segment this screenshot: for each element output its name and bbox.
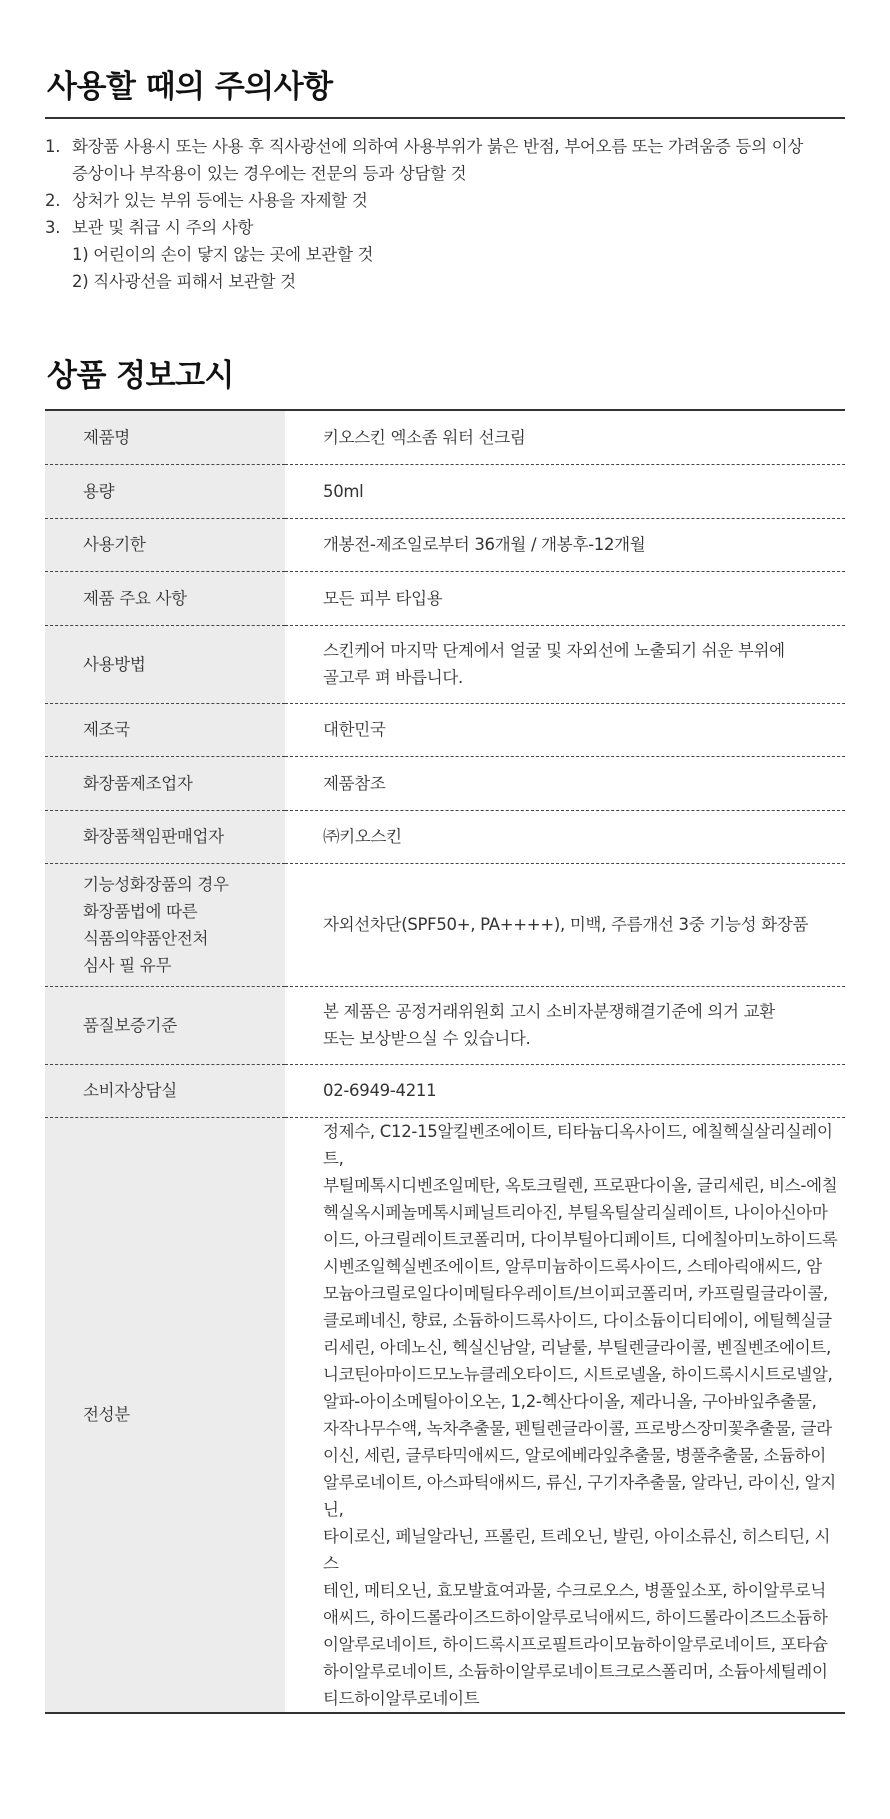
info-row xyxy=(45,411,845,464)
info-row-value-line: 애씨드, 하이드롤라이즈드하이알루로닉애씨드, 하이드롤라이즈드소듐하 xyxy=(323,1607,828,1627)
info-row xyxy=(45,1064,845,1117)
info-row-label xyxy=(45,1117,285,1713)
info-row-value xyxy=(285,986,845,1064)
info-row-label-line: 화장품책임판매업자 xyxy=(83,827,224,846)
info-row-label-line: 소비자상담실 xyxy=(83,1081,177,1100)
info-row-value xyxy=(285,464,845,518)
notice-item-number: 3. xyxy=(45,218,61,237)
info-row xyxy=(45,810,845,863)
notice-item-line: 보관 및 취급 시 주의 사항 xyxy=(72,218,254,237)
info-row-value-line: 이드, 아크릴레이트코폴리머, 다이부틸아디페이트, 디에칠아미노하이드록 xyxy=(323,1229,838,1249)
info-row-value xyxy=(285,411,845,464)
info-row-value-line: 부틸메톡시디벤조일메탄, 옥토크릴렌, 프로판다이올, 글리세린, 비스-에칠 xyxy=(323,1175,838,1195)
notice-item xyxy=(45,187,845,214)
info-row xyxy=(45,703,845,756)
info-row-value xyxy=(285,518,845,571)
info-row-value-line: 자외선차단(SPF50+, PA++++), 미백, 주름개선 3중 기능성 화장품 xyxy=(323,915,809,934)
info-row-value-line: 50ml xyxy=(323,481,364,501)
info-row-value xyxy=(285,703,845,756)
info-row-value-line: 자작나무수액, 녹차추출물, 펜틸렌글라이콜, 프로방스장미꽃추출물, 글라 xyxy=(323,1418,832,1438)
notice-item-line: 증상이나 부작용이 있는 경우에는 전문의 등과 상담할 것 xyxy=(72,164,467,183)
info-row-label-line: 제조국 xyxy=(83,720,130,739)
info-row-value-line: 타이로신, 페닐알라닌, 프롤린, 트레오닌, 발린, 아이소류신, 히스티딘, 시스 xyxy=(323,1526,831,1573)
info-row-value-line: 키오스킨 엑소좀 워터 선크림 xyxy=(323,427,526,447)
info-row-label xyxy=(45,703,285,756)
info-row-label xyxy=(45,756,285,810)
info-row-value-line: 본 제품은 공정거래위원회 고시 소비자분쟁해결기준에 의거 교환 xyxy=(323,1002,775,1021)
info-row xyxy=(45,464,845,518)
info-row-value-line: 골고루 펴 바릅니다. xyxy=(323,668,463,687)
notice-item-line: 화장품 사용시 또는 사용 후 직사광선에 의하여 사용부위가 붉은 반점, 부어오름 또는 가려움증 등의 이상 xyxy=(72,137,804,156)
info-row-label-line: 화장품법에 따른 xyxy=(83,901,198,921)
info-row-value-line: 니코틴아마이드모노뉴클레오타이드, 시트로넬올, 하이드록시시트로넬알, xyxy=(323,1364,833,1384)
info-row-label-line: 용량 xyxy=(83,481,115,501)
info-row-label-line: 화장품제조업자 xyxy=(83,773,193,793)
info-row-value-line: 리세린, 아데노신, 헥실신남알, 리날룰, 부틸렌글라이콜, 벤질벤조에이트, xyxy=(323,1337,831,1357)
info-row-value-line: 시벤조일헥실벤조에이트, 알루미늄하이드록사이드, 스테아릭애씨드, 암 xyxy=(323,1256,822,1276)
info-row-value xyxy=(285,863,845,986)
info-row-label xyxy=(45,464,285,518)
info-row xyxy=(45,756,845,810)
info-row-value-line: 모든 피부 타입용 xyxy=(323,588,443,608)
info-row-label-line: 식품의약품안전처 xyxy=(83,928,209,948)
info-row-value-line: 02-6949-4211 xyxy=(323,1081,437,1100)
info-row-value-line: 클로페네신, 향료, 소듐하이드록사이드, 다이소듐이디티에이, 에틸헥실글 xyxy=(323,1310,832,1330)
info-row-value-line: 대한민국 xyxy=(323,720,386,739)
info-row-label xyxy=(45,1064,285,1117)
info-row-label-line: 전성분 xyxy=(83,1405,130,1424)
info-row xyxy=(45,863,845,986)
info-row-value xyxy=(285,571,845,625)
notice-item-line: 2) 직사광선을 피해서 보관할 것 xyxy=(72,272,296,291)
info-row-value-line: 제품참조 xyxy=(323,773,386,793)
info-row-value-line: 이신, 세린, 글루타믹애씨드, 알로에베라잎추출물, 병풀추출물, 소듐하이 xyxy=(323,1445,826,1465)
info-row-label xyxy=(45,810,285,863)
info-row-label-line: 사용기한 xyxy=(83,535,146,554)
info-row-value xyxy=(285,756,845,810)
info-row-label-line: 기능성화장품의 경우 xyxy=(83,874,229,894)
notice-title-rule xyxy=(45,117,845,119)
info-row-label-line: 제품명 xyxy=(83,427,130,447)
notice-item-number: 2. xyxy=(45,191,61,210)
info-row-label xyxy=(45,625,285,703)
info-row-value xyxy=(285,1064,845,1117)
notice-item-line: 1) 어린이의 손이 닿지 않는 곳에 보관할 것 xyxy=(72,245,374,264)
info-row xyxy=(45,986,845,1064)
info-row-value-line: 알파-아이소메틸아이오논, 1,2-헥산다이올, 제라니올, 구아바잎추출물, xyxy=(323,1391,817,1411)
notice-item xyxy=(45,133,845,187)
info-row-value xyxy=(285,625,845,703)
info-row-label-line: 심사 필 유무 xyxy=(83,955,172,975)
info-row-label-line: 품질보증기준 xyxy=(83,1015,177,1035)
notice-item-number: 1. xyxy=(45,137,61,156)
notice-list xyxy=(45,133,845,295)
info-row-label xyxy=(45,411,285,464)
info-table xyxy=(45,411,845,1714)
info-row-value-line: 개봉전-제조일로부터 36개월 / 개봉후-12개월 xyxy=(323,535,646,554)
info-row-value-line: 스킨케어 마지막 단계에서 얼굴 및 자외선에 노출되기 쉬운 부위에 xyxy=(323,641,785,660)
info-row-value xyxy=(285,810,845,863)
info-row-value-line: 하이알루로네이트, 소듐하이알루로네이트크로스폴리머, 소듐아세틸레이 xyxy=(323,1661,828,1681)
info-row-value-line: 모늄아크릴로일다이메틸타우레이트/브이피코폴리머, 카프릴릴글라이콜, xyxy=(323,1283,828,1303)
notice-item-line: 상처가 있는 부위 등에는 사용을 자제할 것 xyxy=(72,191,368,210)
info-row-label xyxy=(45,863,285,986)
info-row-value-line: 이알루로네이트, 하이드록시프로필트라이모늄하이알루로네이트, 포타슘 xyxy=(323,1634,828,1654)
info-row-value-line: 티드하이알루로네이트 xyxy=(323,1688,480,1708)
info-row-label-line: 제품 주요 사항 xyxy=(83,588,187,608)
info-row-value-line: 또는 보상받으실 수 있습니다. xyxy=(323,1029,531,1048)
notice-title: 사용할 때의 주의사항 xyxy=(47,69,333,105)
info-row-label xyxy=(45,518,285,571)
info-row-value xyxy=(285,1117,845,1713)
info-row-value-line: 알루로네이트, 아스파틱애씨드, 류신, 구기자추출물, 알라닌, 라이신, 알지닌, xyxy=(323,1472,836,1519)
info-row-label xyxy=(45,986,285,1064)
info-row-value-line: 헥실옥시페놀메톡시페닐트리아진, 부틸옥틸살리실레이트, 나이아신아마 xyxy=(323,1202,828,1222)
info-row-value-line: 정제수, C12-15알킬벤조에이트, 티타늄디옥사이드, 에칠헥실살리실레이트, xyxy=(323,1121,833,1168)
info-row xyxy=(45,518,845,571)
info-title: 상품 정보고시 xyxy=(47,358,234,394)
notice-item xyxy=(45,214,845,295)
info-row xyxy=(45,1117,845,1713)
info-row-label-line: 사용방법 xyxy=(83,654,146,674)
info-row xyxy=(45,625,845,703)
info-row-label xyxy=(45,571,285,625)
info-row-value-line: ㈜키오스킨 xyxy=(323,827,402,846)
info-row-value-line: 테인, 메티오닌, 효모발효여과물, 수크로오스, 병풀잎소포, 하이알루로닉 xyxy=(323,1580,826,1600)
info-row xyxy=(45,571,845,625)
